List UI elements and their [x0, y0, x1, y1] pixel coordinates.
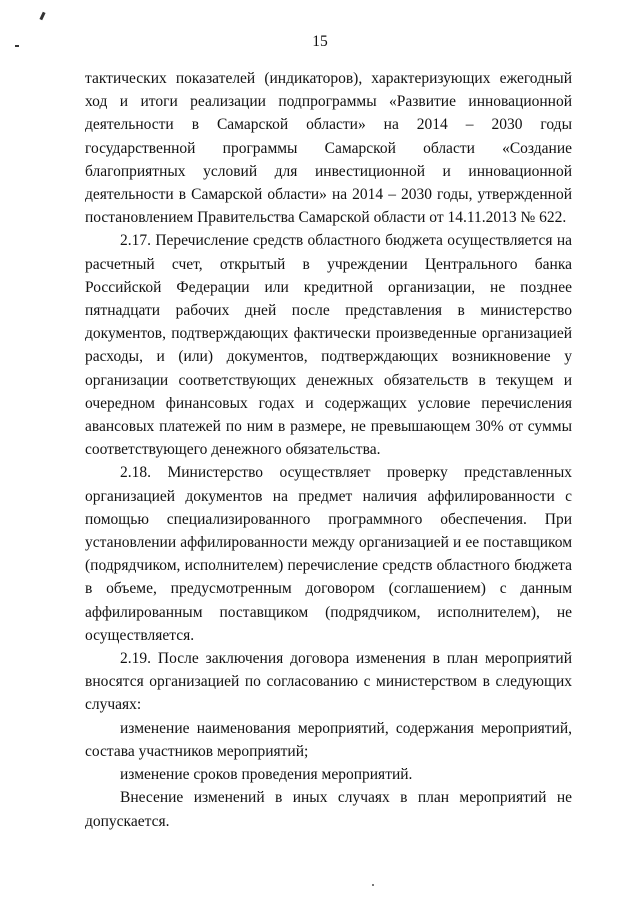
- scan-artifact: [39, 12, 45, 21]
- paragraph-other-cases: Внесение изменений в иных случаях в план мероприятий не допускается.: [85, 789, 572, 830]
- paragraph-2-18: 2.18. Министерство осуществляет проверку представленных организацией документов на предмет наличия аффилированности с помощью специализированного программного обеспечения. При установлении аффилированности между организацией и ее поставщиком (подрядчиком, исполнителем) перечисление средств областного бюджета в объеме, предусмотренным договором (соглашением) с данным аффилированным поставщиком (подрядчиком, исполнителем), не осуществляется.: [85, 464, 572, 644]
- document-body: [85, 67, 572, 833]
- paragraph-2-19: 2.19. После заключения договора изменения в план мероприятий вносятся организацией по согласованию с министерством в следующих случаях:: [85, 650, 572, 714]
- paragraph-case-terms: изменение сроков проведения мероприятий.: [120, 766, 413, 784]
- page-number: 15: [312, 33, 328, 50]
- paragraph-continuation: тактических показателей (индикаторов), характеризующих ежегодный ход и итоги реализации подпрограммы «Развитие инновационной деятельности в Самарской области» на 2014 – 2030 годы государственной программы Самарской области «Создание благоприятных условий для инвестиционной и инновационной деятельности в Самарской области» на 2014 – 2030 годы, утвержденной постановлением Правительства Самарской области от 14.11.2013 № 622.: [85, 70, 572, 227]
- scan-artifact: [372, 884, 374, 886]
- paragraph-case-names: изменение наименования мероприятий, содержания мероприятий, состава участников мероприятий;: [85, 719, 572, 760]
- paragraph-2-17: 2.17. Перечисление средств областного бюджета осуществляется на расчетный счет, открытый в учреждении Центрального банка Российской Федерации или кредитной организации, не позднее пятнадцати рабочих дней после представления в министерство документов, подтверждающих фактически произведенные организацией расходы, и (или) документов, подтверждающих возникновение у организации соответствующих денежных обязательств в текущем и очередном финансовых годах и содержащих условие перечисления авансовых платежей по ним в размере, не превышающем 30% от суммы соответствующего денежного обязательства.: [85, 232, 572, 459]
